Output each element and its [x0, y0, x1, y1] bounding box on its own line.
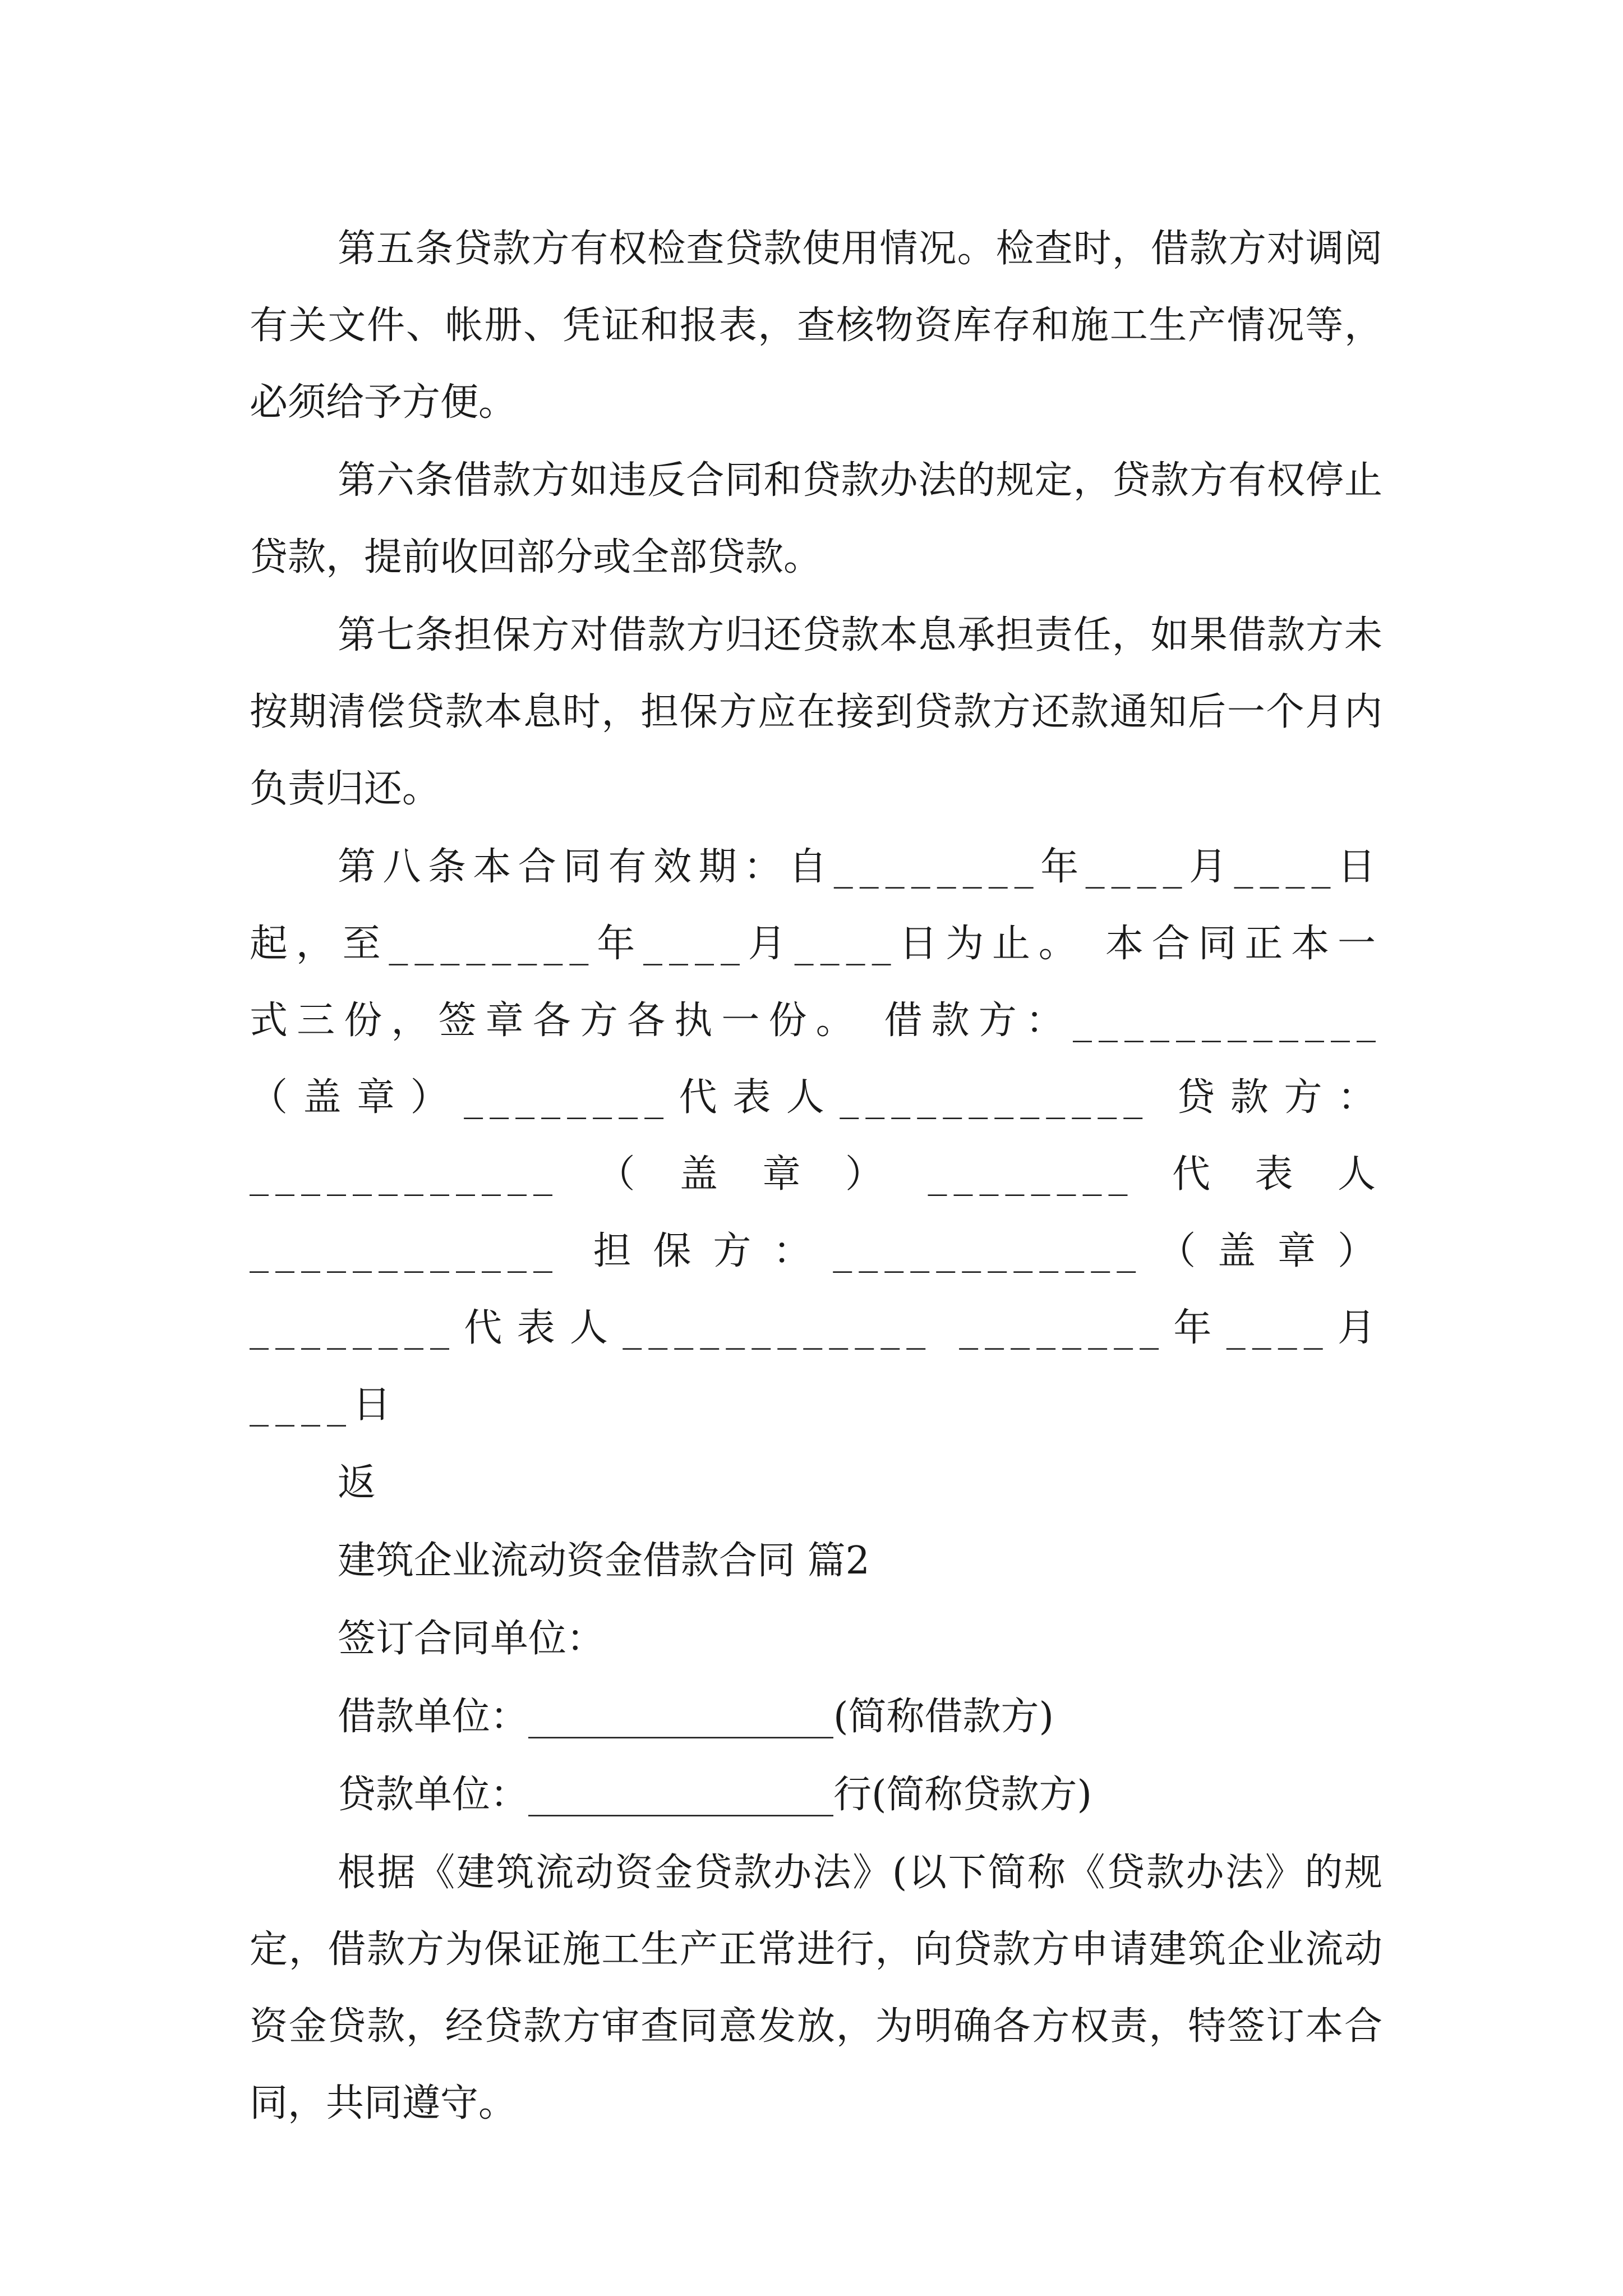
article-6: 第六条借款方如违反合同和贷款办法的规定，贷款方有权停止贷款，提前收回部分或全部贷款。 — [250, 458, 1382, 579]
document-page — [250, 210, 1382, 2142]
return-link[interactable]: 返 — [338, 1461, 376, 1505]
preamble: 根据《建筑流动资金贷款办法》(以下简称《贷款办法》的规定，借款方为保证施工生产正常进行，向贷款方申请建筑企业流动资金贷款，经贷款方审查同意发放，为明确各方权责，特签订本合同，共同遵守。 — [250, 1851, 1382, 2125]
article-8-signatures: 第八条本合同有效期：自________年____月____日起，至________年____月____日为止。 本合同正本一式三份，签章各方各执一份。 借款方：____________（盖章）________代表人____________ 贷款方：____________（盖章）________代表人____________ 担保方：____________（盖章）________代表人____________ ________年____月____日 — [250, 845, 1382, 1427]
article-5: 第五条贷款方有权检查贷款使用情况。检查时，借款方对调阅有关文件、帐册、凭证和报表，查核物资库存和施工生产情况等，必须给予方便。 — [250, 227, 1382, 425]
signing-parties-label: 签订合同单位： — [338, 1617, 605, 1661]
article-7: 第七条担保方对借款方归还贷款本息承担责任，如果借款方未按期清偿贷款本息时，担保方应在接到贷款方还款通知后一个月内负责归还。 — [250, 613, 1382, 811]
section-title: 建筑企业流动资金借款合同 篇2 — [338, 1539, 870, 1583]
lender-line: 贷款单位：________________行(简称贷款方) — [338, 1773, 1092, 1817]
borrower-line: 借款单位：________________(简称借款方) — [338, 1695, 1054, 1739]
